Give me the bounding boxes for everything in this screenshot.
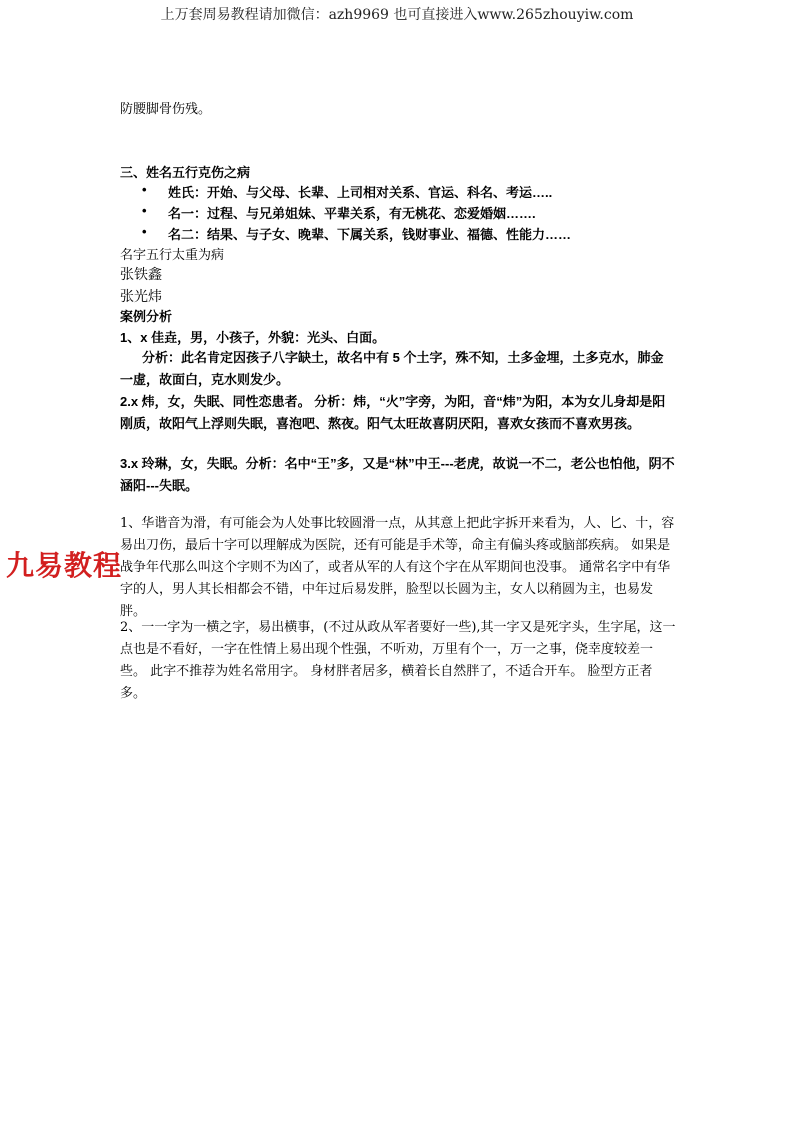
bullet-text: 名二：结果、与子女、晚辈、下属关系，钱财事业、福德、性能力…… [168,227,572,242]
bullet-icon: • [142,224,147,239]
paragraph: 1、华谐音为滑，有可能会为人处事比较圆滑一点，从其意上把此字拆开来看为，人、匕、十，容易出刀伤，最后十字可以理解成为医院，还有可能是手术等，命主有偏头疼或脑部疾病。 如果是战争年代那么叫这个字则不为凶了，或者从军的人有这个字在从军期间也没事。 通常名字中有华字的人，男人其长相都会不错，中年过后易发胖，脸型以长圆为主，女人以稍圆为主，也易发胖。 [120,516,675,619]
case-title: 案例分析 [120,309,173,324]
section-title: 三、姓名五行克伤之病 [120,165,251,180]
text-line: 名字五行太重为病 [120,248,225,263]
header-banner: 上万套周易教程请加微信：azh9969 也可直接进入www.265zhouyiw.com [160,7,634,23]
bullet-text: 姓氏：开始、与父母、长辈、上司相对关系、官运、科名、考运….. [168,185,553,200]
case-paragraph: 3.x 玲琳，女，失眠。分析：名中“王”多，又是“林”中王---老虎，故说一不二，老公也怕他，阴不涵阳---失眠。 [120,456,675,493]
bullet-text: 名一：过程、与兄弟姐妹、平辈关系，有无桃花、恋爱婚姻……. [168,206,536,221]
case-analysis: 分析：此名肯定因孩子八字缺土，故名中有 5 个土字，殊不知，土多金埋，土多克水，肺金一虚，故面白，克水则发少。 [120,350,664,387]
paragraph: 2、一一字为一横之字，易出横事，(不过从政从军者要好一些),其一字又是死字头，生字尾，这一点也是不看好，一字在性情上易出现个性强，不听劝，万里有个一，万一之事，侥幸度较差一些。 此字不推荐为姓名常用字。 身材胖者居多，横着长自然胖了，不适合开车。 脸型方正者多。 [120,620,676,701]
text-line: 张铁鑫 [120,266,162,282]
text-line: 防腰脚骨伤残。 [120,102,212,117]
text-line: 张光炜 [120,288,162,304]
case-line: 1、x 佳垚，男，小孩子，外貌：光头、白面。 [120,330,386,345]
case-paragraph: 2.x 炜，女，失眠、同性恋患者。 分析：炜，“火”字旁，为阳，音“炜”为阳，本为女儿身却是阳刚质，故阳气上浮则失眠，喜泡吧、熬夜。阳气太旺故喜阴厌阳，喜欢女孩而不喜欢男孩。 [120,394,666,431]
bullet-icon: • [142,203,147,218]
bullet-icon: • [142,182,147,197]
watermark-logo: 九易教程 [6,549,123,582]
